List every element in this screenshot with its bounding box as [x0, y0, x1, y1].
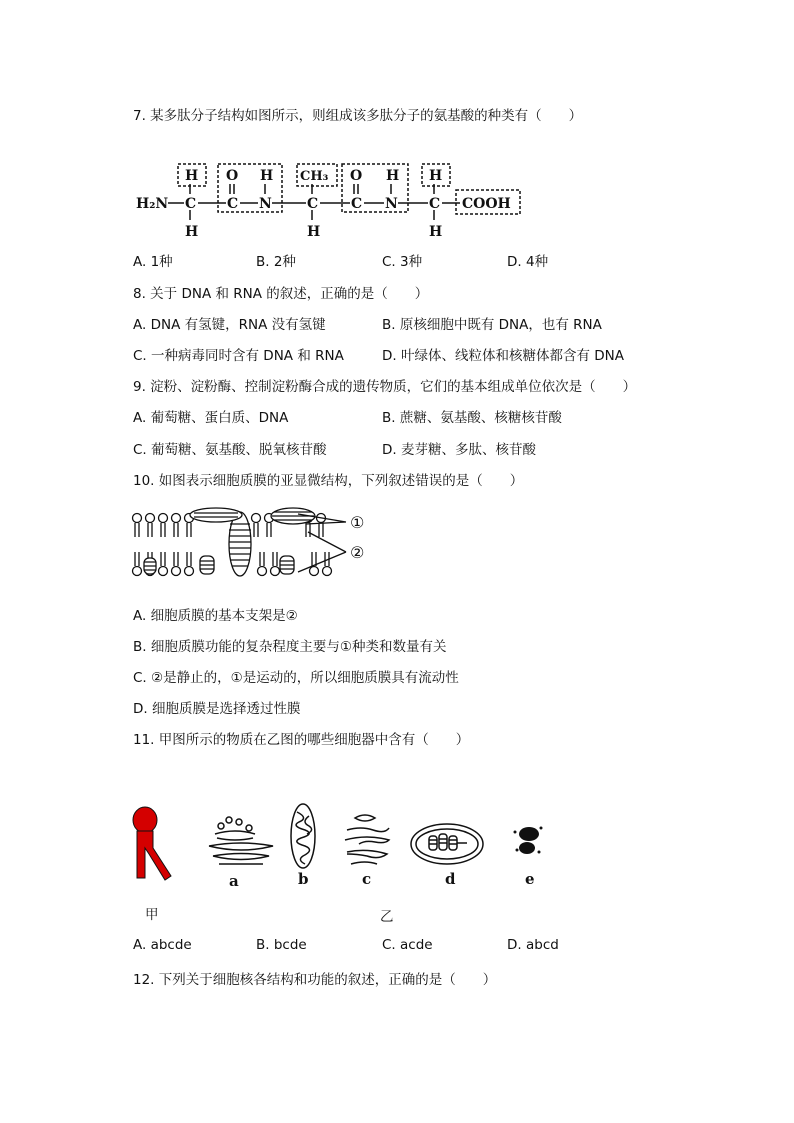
q7-option-c[interactable]: C. 3种 — [382, 254, 423, 270]
q10-membrane-figure — [128, 500, 378, 585]
q8-option-b[interactable]: B. 原核细胞中既有 DNA，也有 RNA — [382, 317, 602, 333]
q7-option-a[interactable]: A. 1种 — [133, 254, 173, 270]
q11-label-b: b — [298, 870, 309, 888]
fig-h7: H — [429, 224, 443, 240]
q10-stem: 10. 如图表示细胞质膜的亚显微结构，下列叙述错误的是（ ） — [133, 473, 524, 489]
q8-option-c[interactable]: C. 一种病毒同时含有 DNA 和 RNA — [133, 348, 344, 364]
fig-h6: H — [429, 168, 443, 184]
q9-option-d[interactable]: D. 麦芽糖、多肽、核苷酸 — [382, 442, 536, 458]
q9-option-a[interactable]: A. 葡萄糖、蛋白质、DNA — [133, 410, 289, 426]
fig-h4: H — [307, 224, 321, 240]
q12-stem: 12. 下列关于细胞核各结构和功能的叙述，正确的是（ ） — [133, 972, 497, 988]
q10-label-1: ① — [350, 513, 365, 532]
fig-o1: O — [226, 168, 239, 184]
q10-label-2: ② — [350, 543, 365, 562]
q11-stem: 11. 甲图所示的物质在乙图的哪些细胞器中含有（ ） — [133, 732, 470, 748]
q7-option-d[interactable]: D. 4种 — [507, 254, 549, 270]
fig-cooh: COOH — [462, 196, 511, 212]
fig-h3: H — [260, 168, 274, 184]
q9-stem: 9. 淀粉、淀粉酶、控制淀粉酶合成的遗传物质，它们的基本组成单位依次是（ ） — [133, 379, 637, 395]
fig-n2: N — [385, 196, 398, 212]
fig-n1: N — [259, 196, 272, 212]
q11-label-c: c — [362, 870, 372, 888]
fig-c1: C — [185, 196, 197, 212]
fig-c5: C — [429, 196, 441, 212]
q7-option-b[interactable]: B. 2种 — [256, 254, 296, 270]
q9-option-c[interactable]: C. 葡萄糖、氨基酸、脱氧核苷酸 — [133, 442, 327, 458]
q8-option-a[interactable]: A. DNA 有氢键，RNA 没有氢键 — [133, 317, 326, 333]
fig-h2: H — [185, 224, 199, 240]
fig-c4: C — [351, 196, 363, 212]
fig-h1: H — [185, 168, 199, 184]
q10-option-a[interactable]: A. 细胞质膜的基本支架是② — [133, 608, 298, 624]
q11-label-jia: 甲 — [145, 907, 159, 923]
fig-c3: C — [307, 196, 319, 212]
fig-ch3: CH₃ — [300, 169, 329, 184]
q11-option-c[interactable]: C. acde — [382, 937, 433, 953]
q7-stem: 7. 某多肽分子结构如图所示，则组成该多肽分子的氨基酸的种类有（ ） — [133, 108, 583, 124]
fig-h5: H — [386, 168, 400, 184]
q11-option-a[interactable]: A. abcde — [133, 937, 192, 953]
q11-label-yi: 乙 — [380, 909, 394, 925]
q11-option-b[interactable]: B. bcde — [256, 937, 307, 953]
jia-phospholipid — [133, 807, 171, 880]
q11-label-a: a — [229, 872, 239, 890]
q8-option-d[interactable]: D. 叶绿体、线粒体和核糖体都含有 DNA — [382, 348, 624, 364]
q7-peptide-figure — [130, 158, 530, 242]
fig-o2: O — [350, 168, 363, 184]
q8-stem: 8. 关于 DNA 和 RNA 的叙述，正确的是（ ） — [133, 286, 429, 302]
fig-c2: C — [227, 196, 239, 212]
q11-figure — [125, 798, 565, 910]
fig-h2n: H₂N — [136, 196, 169, 212]
q10-option-d[interactable]: D. 细胞质膜是选择透过性膜 — [133, 701, 301, 717]
q10-option-b[interactable]: B. 细胞质膜功能的复杂程度主要与①种类和数量有关 — [133, 639, 447, 655]
q9-option-b[interactable]: B. 蔗糖、氨基酸、核糖核苷酸 — [382, 410, 562, 426]
q10-option-c[interactable]: C. ②是静止的，①是运动的，所以细胞质膜具有流动性 — [133, 670, 459, 686]
q11-label-e: e — [525, 870, 535, 888]
q11-label-d: d — [445, 870, 456, 888]
q11-option-d[interactable]: D. abcd — [507, 937, 559, 953]
